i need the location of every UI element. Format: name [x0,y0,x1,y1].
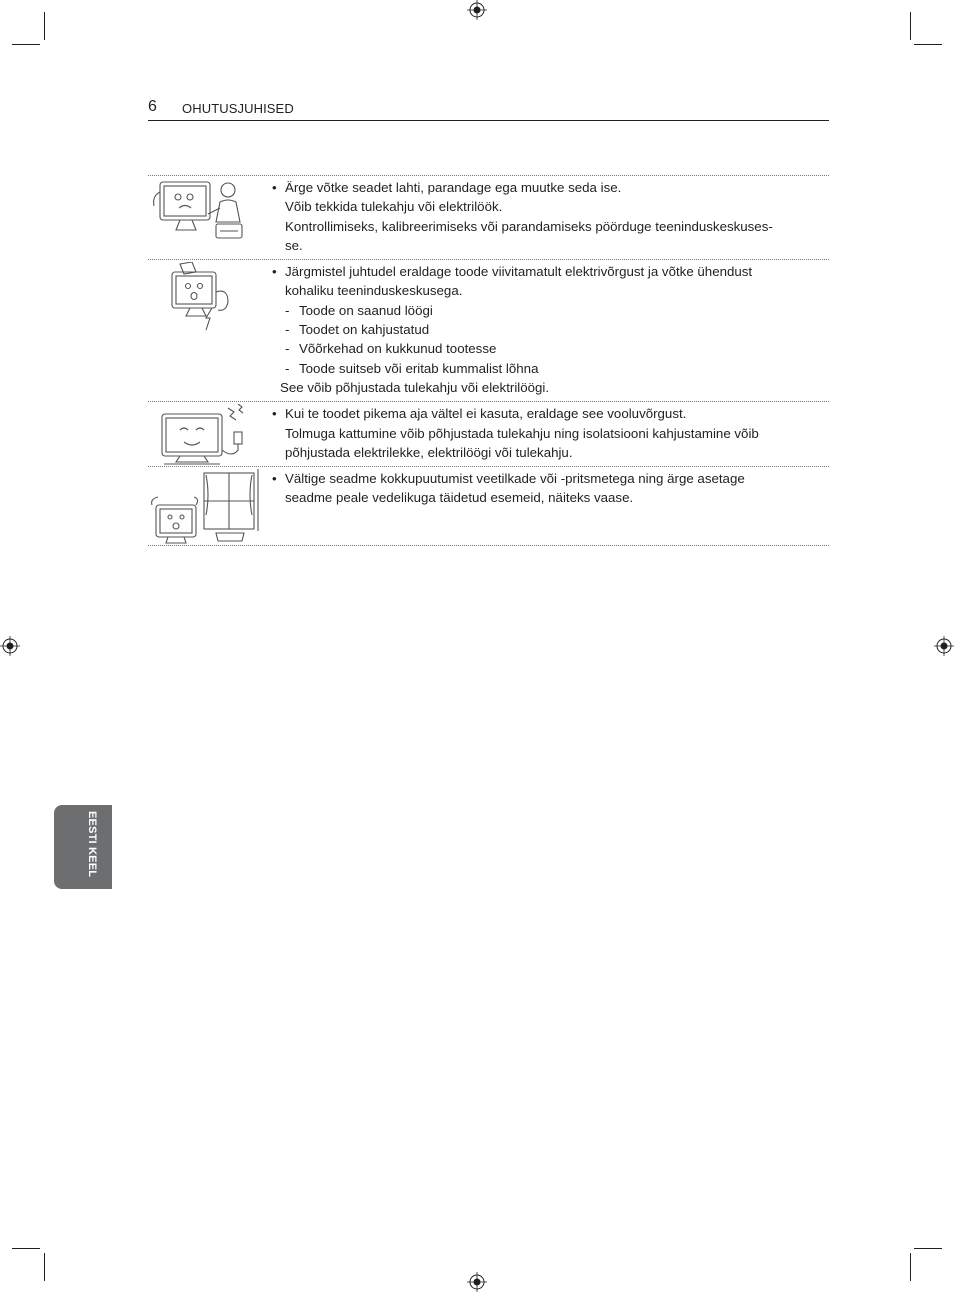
crop-mark [914,1248,942,1249]
dash-item: - Toode on saanud löögi [272,301,823,320]
text-line: põhjustada elektrilekke, elektrilöögi või tulekahju. [285,444,573,460]
registration-mark-icon [934,636,954,656]
registration-mark-icon [0,636,20,656]
text-line: Kontrollimiseks, kalibreerimiseks või parandamiseks pöörduge teeninduskeskuses- [285,218,773,234]
safety-row [148,467,829,546]
dash-item: - Toode suitseb või eritab kummalist lõhna [272,359,823,378]
row-text [272,402,829,466]
row-text [272,176,829,259]
tv-unplug-illustration-icon [150,404,260,470]
language-tab-label: EESTI KEEL [86,811,98,878]
safety-row [148,402,829,467]
text-line: se. [285,237,303,253]
bullet-item: • Kui te toodet pikema aja vältel ei kasuta, eraldage see vooluvõrgust. [272,404,823,423]
crop-mark [12,1248,40,1249]
language-tab [54,805,112,889]
crop-mark [910,12,911,40]
crop-mark [910,1253,911,1281]
text-line: Võib tekkida tulekahju või elektrilöök. [285,199,503,215]
crop-mark [44,1253,45,1281]
text-line: Tolmuga kattumine võib põhjustada tulekahju ning isolatsiooni kahjustamine võib [285,425,759,441]
page-header [148,98,829,121]
text-line: kohaliku teeninduskeskusega. [285,283,463,299]
crop-mark [914,44,942,45]
dash-item: - Toodet on kahjustatud [272,320,823,339]
text-line: See võib põhjustada tulekahju või elektrilöögi. [280,379,550,395]
registration-mark-icon [467,0,487,20]
tv-damaged-illustration-icon [150,262,260,332]
crop-mark [12,44,40,45]
row-text [272,260,829,401]
section-title: OHUTUSJUHISED [182,101,294,116]
safety-table [148,175,829,546]
safety-row [148,176,829,260]
tv-repair-illustration-icon [150,178,260,244]
safety-row [148,260,829,402]
dash-item: - Võõrkehad on kukkunud tootesse [272,339,823,358]
bullet-item: • Ärge võtke seadet lahti, parandage ega muutke seda ise. [272,178,823,197]
bullet-item: • Vältige seadme kokkupuutumist veetilkade või -pritsmetega ning ärge asetage [272,469,823,488]
crop-mark [44,12,45,40]
page-number: 6 [148,98,157,115]
registration-mark-icon [467,1272,487,1292]
row-text [272,467,829,512]
bullet-item: • Järgmistel juhtudel eraldage toode viivitamatult elektrivõrgust ja võtke ühendust [272,262,823,281]
tv-water-illustration-icon [150,469,260,545]
text-line: seadme peale vedelikuga täidetud esemeid, näiteks vaase. [285,490,634,506]
